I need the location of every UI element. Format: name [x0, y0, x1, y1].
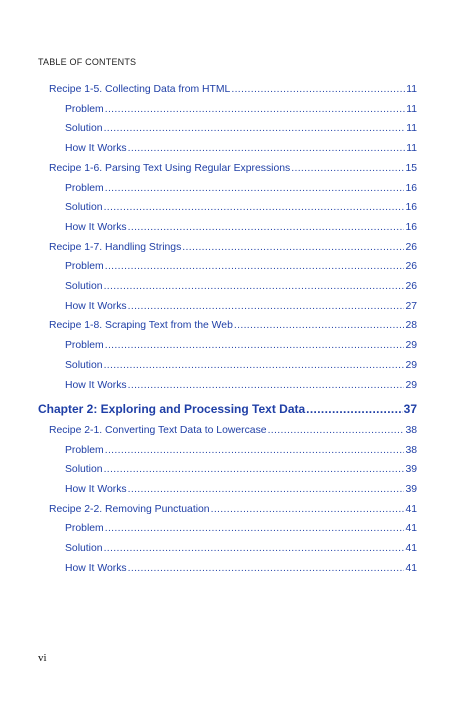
- toc-entry-sub[interactable]: [65, 445, 417, 456]
- dot-leader: [128, 301, 405, 312]
- toc-entry-page-number: 41: [405, 503, 417, 515]
- toc-entry-label: How It Works: [65, 221, 127, 233]
- dot-leader: [234, 320, 405, 331]
- toc-entry-page-number: 11: [406, 103, 417, 115]
- dot-leader: [306, 402, 402, 416]
- dot-leader: [105, 183, 405, 194]
- toc-entry-label: Solution: [65, 543, 103, 555]
- toc-entry-page-number: 27: [405, 300, 417, 312]
- toc-entry-sub[interactable]: [65, 464, 417, 475]
- toc-entry-label: Recipe 2-1. Converting Text Data to Lowercase: [49, 424, 267, 436]
- toc-entry-sub[interactable]: [65, 104, 417, 115]
- dot-leader: [268, 425, 405, 436]
- toc-entry-sub[interactable]: [65, 484, 417, 495]
- toc-entry-page-number: 41: [405, 543, 417, 555]
- page-folio: vi: [38, 652, 47, 664]
- toc-entry-label: Problem: [65, 103, 104, 115]
- toc-entry-recipe[interactable]: [49, 504, 417, 515]
- toc-entry-sub[interactable]: [65, 340, 417, 351]
- toc-entry-label: Solution: [65, 123, 103, 135]
- toc-entry-page-number: 26: [405, 281, 417, 292]
- toc-entry-sub[interactable]: [65, 183, 417, 194]
- toc-entry-page-number: 41: [405, 523, 417, 535]
- dot-leader: [231, 84, 405, 95]
- toc-entry-page-number: 11: [406, 143, 417, 155]
- toc-entry-label: Recipe 1-7. Handling Strings: [49, 241, 182, 253]
- dot-leader: [104, 360, 405, 371]
- toc-entry-page-number: 16: [405, 221, 417, 233]
- dot-leader: [291, 163, 404, 174]
- toc-entry-sub[interactable]: [65, 261, 417, 272]
- dot-leader: [105, 523, 405, 534]
- toc-entry-label: Chapter 2: Exploring and Processing Text Data: [38, 402, 306, 417]
- toc-entry-page-number: 29: [405, 359, 417, 371]
- toc-entry-label: Solution: [65, 464, 103, 476]
- toc-entry-page-number: 39: [405, 484, 417, 495]
- dot-leader: [128, 222, 405, 233]
- toc-entry-label: How It Works: [65, 562, 127, 574]
- toc-entry-sub[interactable]: [65, 202, 417, 213]
- dot-leader: [128, 563, 405, 574]
- toc-entry-page-number: 11: [406, 84, 417, 95]
- dot-leader: [105, 340, 405, 351]
- dot-leader: [211, 504, 405, 515]
- dot-leader: [128, 380, 405, 391]
- toc-entry-page-number: 11: [406, 123, 417, 135]
- dot-leader: [104, 123, 406, 134]
- dot-leader: [104, 464, 405, 475]
- dot-leader: [104, 202, 405, 213]
- toc-entry-label: Problem: [65, 261, 104, 273]
- dot-leader: [105, 445, 405, 456]
- toc-entry-label: Problem: [65, 182, 104, 194]
- toc-entry-sub[interactable]: [65, 281, 417, 292]
- toc-entry-sub[interactable]: [65, 301, 417, 312]
- toc-entry-label: How It Works: [65, 379, 127, 391]
- toc-entry-recipe[interactable]: [49, 320, 417, 331]
- toc-entry-page-number: 29: [405, 379, 417, 391]
- toc-entry-recipe[interactable]: [49, 163, 417, 174]
- toc-entry-page-number: 16: [405, 202, 417, 214]
- toc-entry-label: Recipe 2-2. Removing Punctuation: [49, 503, 210, 515]
- toc-entry-page-number: 15: [405, 162, 417, 174]
- toc-entry-label: Recipe 1-5. Collecting Data from HTML: [49, 84, 231, 95]
- toc-entry-label: Recipe 1-8. Scraping Text from the Web: [49, 320, 233, 332]
- toc-entry-sub[interactable]: [65, 523, 417, 534]
- dot-leader: [105, 104, 406, 115]
- toc-entry-sub[interactable]: [65, 380, 417, 391]
- toc-entry-label: Problem: [65, 444, 104, 456]
- toc-entry-label: How It Works: [65, 300, 127, 312]
- toc-entry-page-number: 38: [405, 424, 417, 436]
- dot-leader: [128, 143, 406, 154]
- toc-entry-page-number: 26: [405, 241, 417, 253]
- toc-entry-label: Recipe 1-6. Parsing Text Using Regular Expressions: [49, 162, 291, 174]
- dot-leader: [105, 261, 405, 272]
- toc-entry-sub[interactable]: [65, 222, 417, 233]
- toc-entry-sub[interactable]: [65, 123, 417, 134]
- toc-entry-page-number: 39: [405, 464, 417, 476]
- toc-entry-chapter[interactable]: [38, 402, 417, 416]
- toc-entry-label: Problem: [65, 523, 104, 535]
- toc-entry-page-number: 38: [405, 444, 417, 456]
- toc-entry-sub[interactable]: [65, 360, 417, 371]
- toc-entry-label: How It Works: [65, 143, 127, 155]
- toc-entry-sub[interactable]: [65, 563, 417, 574]
- dot-leader: [182, 242, 404, 253]
- dot-leader: [128, 484, 405, 495]
- toc-entry-page-number: 28: [405, 320, 417, 332]
- toc-entry-page-number: 37: [403, 402, 417, 417]
- toc-entry-label: Solution: [65, 202, 103, 214]
- toc-entry-label: Solution: [65, 281, 103, 292]
- toc-entry-page-number: 29: [405, 340, 417, 352]
- toc-entry-recipe[interactable]: [49, 242, 417, 253]
- toc-entry-page-number: 26: [405, 261, 417, 273]
- running-head: TABLE OF CONTENTS: [38, 57, 137, 67]
- dot-leader: [104, 281, 405, 292]
- toc-entry-recipe[interactable]: [49, 425, 417, 436]
- toc-entry-page-number: 41: [405, 562, 417, 574]
- dot-leader: [104, 543, 405, 554]
- toc-entry-sub[interactable]: [65, 143, 417, 154]
- toc-entry-label: Solution: [65, 359, 103, 371]
- toc-entry-sub[interactable]: [65, 543, 417, 554]
- toc-entry-label: How It Works: [65, 484, 127, 495]
- toc-entry-label: Problem: [65, 340, 104, 352]
- toc-entry-page-number: 16: [405, 182, 417, 194]
- toc-entry-recipe[interactable]: [49, 84, 417, 95]
